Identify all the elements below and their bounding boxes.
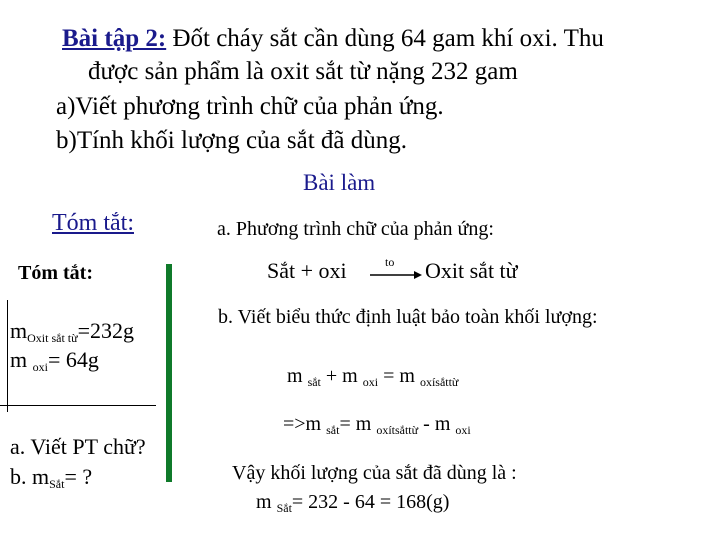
solution-heading: Bài làm xyxy=(303,170,376,195)
problem-text-1: Đốt cháy sắt cần dùng 64 gam khí oxi. Thu xyxy=(166,25,604,52)
given-mass-oxygen-sub: oxi xyxy=(32,360,48,374)
part-a-title: a. Phương trình chữ của phản ứng: xyxy=(217,218,494,240)
conclusion-text: Vậy khối lượng của sắt đã dùng là : xyxy=(232,462,517,484)
problem-line-2: được sản phẩm là oxit sắt từ nặng 232 gam xyxy=(88,58,518,85)
final-answer-sub: Sắt xyxy=(276,501,292,515)
summary-heading-top: Tóm tắt: xyxy=(52,210,134,236)
iron-mass-eq: =>m $_{sắt}$= m $_{oxítsắttừ}$ - m $_{oxi}$ xyxy=(283,413,471,437)
reaction-condition: to xyxy=(385,255,395,269)
ask-equation: a. Viết PT chữ? xyxy=(10,434,146,459)
part-b-title: b. Viết biểu thức định luật bảo toàn khối lượng: xyxy=(218,306,598,328)
problem-line-4: b)Tính khối lượng của sắt đã dùng. xyxy=(56,127,408,154)
reaction-arrow-icon xyxy=(370,270,422,280)
problem-label: Bài tập 2: xyxy=(62,25,167,52)
problem-line-1 xyxy=(62,24,604,54)
given-mass-oxygen: m $_{oxi}$= 64g xyxy=(10,347,99,374)
word-equation-left: Sắt + oxi xyxy=(267,258,347,283)
word-equation-right: Oxit sắt từ xyxy=(425,258,518,283)
left-edge-line xyxy=(7,300,8,412)
column-divider xyxy=(166,264,172,482)
given-mass-oxide-sub: Oxit sắt từ xyxy=(27,331,78,345)
mass-conservation-eq: m $_{sắt}$ + m $_{oxi}$ = m $_{oxísắttừ}$ xyxy=(287,365,459,389)
ask-iron-mass-sub: Sắt xyxy=(49,477,65,491)
problem-line-3: a)Viết phương trình chữ của phản ứng. xyxy=(56,93,444,120)
summary-heading: Tóm tắt: xyxy=(18,262,93,284)
ask-iron-mass: b. $m_{Sắt}=$ ? xyxy=(10,464,93,491)
final-answer: m $_{Sắt}$= 232 - 64 = 168(g) xyxy=(256,491,450,515)
summary-divider xyxy=(0,405,156,406)
given-mass-oxide: $m_{Oxit sắt từ}=232g$ xyxy=(10,318,135,345)
